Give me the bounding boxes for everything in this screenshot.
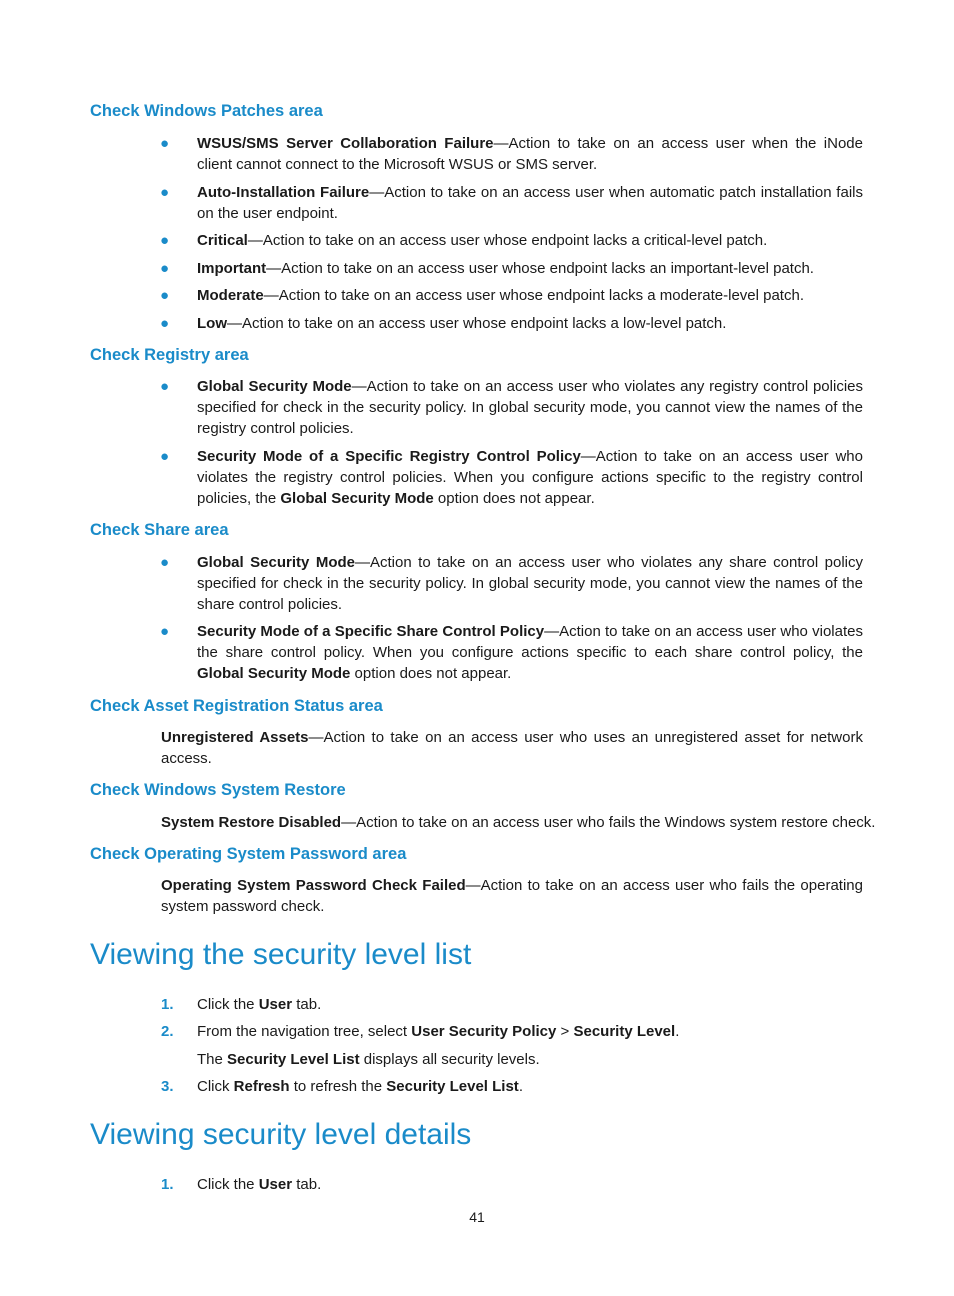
bullet-icon: ● bbox=[160, 287, 170, 304]
paragraph: Operating System Password Check Failed—Action to take on an access user who fails the operating system password check. bbox=[161, 877, 863, 916]
list-item: Critical—Action to take on an access user whose endpoint lacks a critical-level patch. bbox=[197, 232, 768, 249]
step-text: From the navigation tree, select User Security Policy > Security Level. bbox=[197, 1023, 680, 1040]
bullet-icon: ● bbox=[160, 448, 170, 465]
step-number: 1. bbox=[161, 1176, 174, 1193]
section-heading-asset-registration: Check Asset Registration Status area bbox=[90, 697, 383, 715]
paragraph: System Restore Disabled—Action to take on an access user who fails the Windows system restore check. bbox=[161, 814, 876, 831]
list-item: Security Mode of a Specific Share Control Policy—Action to take on an access user who violates the share control policy. When you configure actions specific to each share control policy, the Global Security Mode option does not appear. bbox=[197, 623, 863, 683]
list-item: Global Security Mode—Action to take on an access user who violates any share control policy specified for check in the security policy. In global security mode, you cannot view the names of the share control policies. bbox=[197, 554, 863, 614]
bullet-icon: ● bbox=[160, 184, 170, 201]
bullet-icon: ● bbox=[160, 554, 170, 571]
bullet-icon: ● bbox=[160, 378, 170, 395]
step-number: 2. bbox=[161, 1023, 174, 1040]
page-number: 41 bbox=[469, 1209, 485, 1225]
section-heading-windows-patches: Check Windows Patches area bbox=[90, 102, 323, 120]
list-item: Security Mode of a Specific Registry Control Policy—Action to take on an access user who violates the registry control policies. When you configure actions specific to the registry control policies, the Global Security Mode option does not appear. bbox=[197, 448, 863, 508]
step-text: Click the User tab. bbox=[197, 996, 322, 1013]
list-item: WSUS/SMS Server Collaboration Failure—Action to take on an access user when the iNode client cannot connect to the Microsoft WSUS or SMS server. bbox=[197, 135, 863, 174]
section-title-security-level-list: Viewing the security level list bbox=[90, 938, 472, 971]
list-item: Moderate—Action to take on an access user whose endpoint lacks a moderate-level patch. bbox=[197, 287, 804, 304]
step-number: 1. bbox=[161, 996, 174, 1013]
section-heading-share: Check Share area bbox=[90, 521, 229, 539]
step-number: 3. bbox=[161, 1078, 174, 1095]
bullet-icon: ● bbox=[160, 260, 170, 277]
paragraph: Unregistered Assets—Action to take on an access user who uses an unregistered asset for network access. bbox=[161, 729, 863, 768]
list-item: Global Security Mode—Action to take on an access user who violates any registry control policies specified for check in the security policy. In global security mode, you cannot view the names of the registry control policies. bbox=[197, 378, 863, 438]
list-item: Low—Action to take on an access user whose endpoint lacks a low-level patch. bbox=[197, 315, 727, 332]
list-item: Important—Action to take on an access user whose endpoint lacks an important-level patch. bbox=[197, 260, 814, 277]
bullet-icon: ● bbox=[160, 232, 170, 249]
bullet-icon: ● bbox=[160, 623, 170, 640]
step-text: Click Refresh to refresh the Security Level List. bbox=[197, 1078, 523, 1095]
bullet-icon: ● bbox=[160, 135, 170, 152]
section-heading-system-restore: Check Windows System Restore bbox=[90, 781, 346, 799]
list-item: Auto-Installation Failure—Action to take on an access user when automatic patch installation fails on the user endpoint. bbox=[197, 184, 863, 223]
section-heading-os-password: Check Operating System Password area bbox=[90, 845, 407, 863]
step-text: Click the User tab. bbox=[197, 1176, 322, 1193]
bullet-icon: ● bbox=[160, 315, 170, 332]
section-heading-registry: Check Registry area bbox=[90, 346, 249, 364]
step-note: The Security Level List displays all security levels. bbox=[197, 1051, 540, 1068]
section-title-security-level-details: Viewing security level details bbox=[90, 1118, 472, 1151]
